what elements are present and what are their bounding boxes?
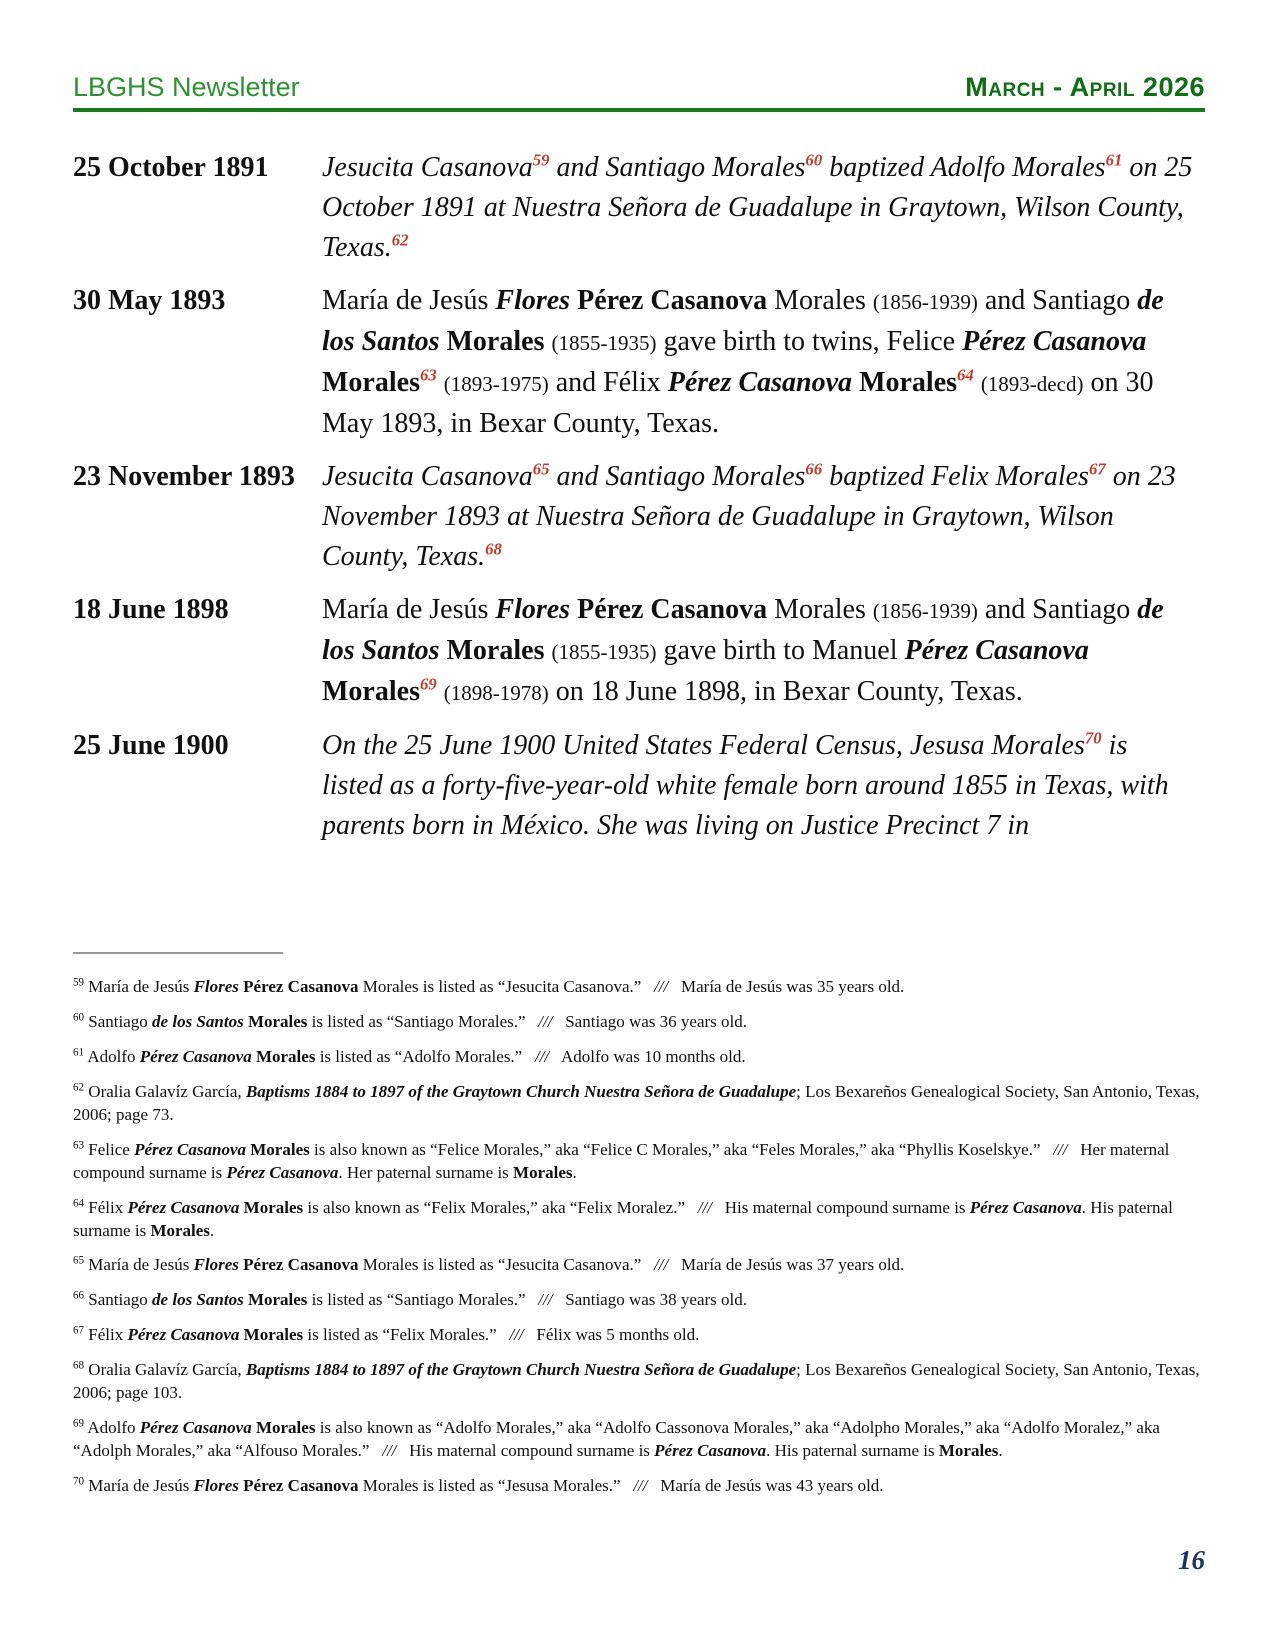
text-segment: Jesucita Casanova	[322, 152, 533, 183]
text-segment: Morales	[247, 1290, 308, 1310]
footnote	[73, 976, 1205, 999]
footnote-reference: 68	[485, 539, 502, 559]
text-segment: is listed as a forty-five-year-old white female born around 1855 in Texas, with parents born in México. She was living on Justice Precinct 7 in	[322, 730, 1169, 841]
text-segment: de los Santos	[322, 594, 1164, 666]
text-segment: (1893-decd)	[980, 372, 1084, 396]
text-segment: María de Jesús	[322, 594, 496, 625]
footnote-number: 61	[73, 1046, 85, 1059]
text-segment: Oralia Galavíz García,	[88, 1360, 246, 1380]
text-segment: Morales is listed as “Jesusa Morales.”	[358, 1476, 634, 1495]
footnote-reference: 60	[805, 150, 823, 170]
text-segment: Pérez Casanova	[904, 635, 1089, 666]
footnote	[73, 1081, 1205, 1127]
text-segment: Pérez Casanova	[667, 367, 853, 398]
text-segment: María de Jesús	[88, 1476, 194, 1495]
footnote-reference: 61	[1105, 150, 1123, 170]
text-segment: . Her paternal surname is	[338, 1162, 514, 1182]
footnote-reference: 70	[1084, 728, 1102, 748]
text-segment: .	[572, 1162, 577, 1182]
text-segment: ///	[654, 1255, 669, 1275]
timeline-entry	[73, 726, 1205, 846]
text-segment: Morales	[938, 1441, 999, 1461]
text-segment: gave birth to Manuel	[656, 635, 905, 666]
entry-text	[322, 726, 1205, 846]
entry-text	[322, 281, 1205, 444]
text-segment: Pérez Casanova	[226, 1162, 339, 1182]
text-segment: Morales	[767, 594, 873, 625]
text-segment: Pérez Casanova	[243, 1476, 359, 1495]
footnote-number: 60	[73, 1011, 85, 1024]
footnote-reference: 64	[957, 365, 974, 385]
text-segment: ///	[534, 1046, 550, 1066]
text-segment: Morales is listed as “Jesucita Casanova.”	[358, 1255, 655, 1275]
footnote	[73, 1359, 1205, 1405]
footnote-number: 68	[73, 1359, 85, 1372]
text-segment: Santiago was 36 years old.	[552, 1011, 747, 1031]
page-number: 16	[1178, 1545, 1205, 1575]
footnotes-section	[73, 976, 1205, 1498]
text-segment: Morales	[767, 285, 873, 316]
text-segment: Pérez Casanova	[577, 285, 768, 316]
footnote-reference: 63	[419, 365, 437, 385]
footnote-reference: 67	[1088, 459, 1106, 479]
footnote-number: 64	[73, 1196, 85, 1209]
text-segment: Flores	[193, 1476, 239, 1495]
text-segment: on 25 October 1891 at Nuestra Señora de Guadalupe in Graytown, Wilson County, Texas.	[322, 152, 1193, 263]
timeline-entry	[73, 281, 1205, 444]
text-segment: and Santiago Morales	[549, 152, 806, 183]
text-segment: is listed as “Santiago Morales.”	[307, 1011, 539, 1031]
text-segment: Santiago	[88, 1011, 153, 1031]
text-segment: María de Jesús was 35 years old.	[668, 977, 905, 996]
text-segment: (1893-1975)	[443, 372, 549, 396]
entry-date: 25 June 1900	[73, 730, 229, 761]
footnote-number: 65	[73, 1254, 85, 1267]
newsletter-title: LBGHS Newsletter	[73, 72, 300, 102]
text-segment: is listed as “Santiago Morales.”	[307, 1290, 539, 1310]
text-segment	[437, 367, 444, 398]
footnote	[73, 1417, 1205, 1463]
text-segment: Baptisms 1884 to 1897 of the Graytown Church Nuestra Señora de Guadalupe	[245, 1360, 797, 1380]
text-segment: ; Los Bexareños Genealogical Society, San Antonio, Texas, 2006; page 103.	[73, 1360, 1204, 1403]
text-segment: Morales	[446, 326, 545, 357]
text-segment: Morales	[243, 1325, 304, 1345]
footnote-number: 63	[73, 1139, 85, 1152]
text-segment: On the 25 June 1900 United States Federal Census, Jesusa Morales	[322, 730, 1085, 761]
text-segment: Félix was 5 months old.	[523, 1325, 700, 1345]
text-segment: ///	[538, 1011, 553, 1031]
text-segment: Jesucita Casanova	[322, 461, 533, 492]
text-segment: Felice	[88, 1139, 135, 1159]
text-segment: is listed as “Adolfo Morales.”	[315, 1046, 535, 1066]
issue-date: March - April 2026	[965, 72, 1205, 102]
text-segment: His maternal compound surname is	[712, 1197, 970, 1217]
text-segment: Flores	[495, 285, 571, 316]
text-segment: de los Santos	[152, 1290, 244, 1310]
text-segment: (1856-1939)	[872, 599, 978, 623]
text-segment: ///	[382, 1441, 397, 1461]
text-segment: Morales is listed as “Jesucita Casanova.”	[358, 977, 655, 996]
text-segment	[440, 326, 447, 357]
footnote-number: 62	[73, 1081, 85, 1094]
footnote-number: 67	[73, 1324, 85, 1337]
text-segment: and Santiago	[977, 594, 1138, 625]
entry-text	[322, 148, 1205, 268]
text-segment: Pérez Casanova	[243, 1255, 359, 1275]
text-segment: Morales	[255, 1046, 316, 1066]
footnote	[73, 1139, 1205, 1185]
text-segment: Pérez Casanova	[127, 1197, 240, 1217]
text-segment: ///	[538, 1290, 553, 1310]
entry-text	[322, 457, 1205, 577]
timeline-entries	[73, 148, 1205, 846]
footnote-reference: 65	[532, 459, 550, 479]
text-segment: (1856-1939)	[872, 290, 978, 314]
text-segment: Félix	[88, 1197, 128, 1217]
text-segment	[852, 367, 859, 398]
text-segment: Pérez Casanova	[577, 594, 768, 625]
text-segment: (1855-1935)	[551, 640, 657, 664]
text-segment: Morales	[255, 1418, 316, 1438]
text-segment: Flores	[193, 1255, 239, 1275]
timeline-entry	[73, 148, 1205, 268]
text-segment: Adolfo	[87, 1046, 140, 1066]
text-segment: ///	[697, 1197, 712, 1217]
text-segment: María de Jesús was 37 years old.	[668, 1255, 905, 1275]
footnote-reference: 59	[532, 150, 550, 170]
text-segment: Pérez Casanova	[139, 1046, 252, 1066]
text-segment: Morales	[446, 635, 545, 666]
entry-text	[322, 590, 1205, 713]
text-segment: Flores	[495, 594, 571, 625]
text-segment: Pérez Casanova	[134, 1139, 247, 1159]
footnote	[73, 1046, 1205, 1069]
text-segment: . His paternal surname is	[766, 1441, 939, 1461]
text-segment: is also known as “Felix Morales,” aka “Felix Moralez.”	[303, 1197, 698, 1217]
text-segment: ///	[654, 977, 669, 996]
text-segment: María de Jesús	[322, 285, 496, 316]
text-segment: Adolfo	[87, 1418, 140, 1438]
footnote-number: 59	[73, 976, 85, 989]
text-segment: Santiago	[88, 1290, 153, 1310]
text-segment: Morales	[150, 1220, 210, 1240]
text-segment: Morales	[322, 676, 420, 707]
page-header	[73, 72, 1205, 112]
text-segment: and Santiago	[977, 285, 1138, 316]
text-segment: Pérez Casanova	[969, 1197, 1082, 1217]
footnote	[73, 1324, 1205, 1347]
text-segment: on 18 June 1898, in Bexar County, Texas.	[548, 676, 1023, 707]
text-segment: and Santiago Morales	[549, 461, 806, 492]
footnote	[73, 1475, 1205, 1498]
text-segment: ///	[1053, 1139, 1068, 1159]
text-segment: Morales	[247, 1011, 308, 1031]
footnote-number: 70	[73, 1475, 85, 1488]
text-segment: ///	[509, 1325, 524, 1345]
text-segment: (1855-1935)	[551, 331, 657, 355]
text-segment	[974, 367, 981, 398]
text-segment: Pérez Casanova	[139, 1418, 252, 1438]
text-segment: on 30 May 1893, in Bexar County, Texas.	[322, 367, 1154, 439]
text-segment: Pérez Casanova	[654, 1441, 767, 1461]
text-segment: Oralia Galavíz García,	[88, 1081, 246, 1101]
text-segment: Baptisms 1884 to 1897 of the Graytown Church Nuestra Señora de Guadalupe	[245, 1081, 797, 1101]
text-segment: baptized Felix Morales	[822, 461, 1089, 492]
text-segment: Morales	[250, 1139, 310, 1159]
text-segment: Pérez Casanova	[243, 977, 359, 996]
timeline-entry	[73, 590, 1205, 713]
text-segment: Félix	[88, 1325, 128, 1345]
entry-date: 18 June 1898	[73, 594, 229, 625]
text-segment: Pérez Casanova	[127, 1325, 240, 1345]
entry-date: 23 November 1893	[73, 461, 295, 492]
text-segment: María de Jesús was 43 years old.	[647, 1476, 884, 1495]
footnote	[73, 1289, 1205, 1312]
text-segment: and Félix	[548, 367, 668, 398]
footnote-reference: 62	[391, 230, 409, 250]
text-segment: is also known as “Adolfo Morales,” aka “Adolfo Cassonova Morales,” aka “Adolpho Morales,” aka “Adolfo Moralez,” aka “Adolph Morales,” aka “Alfouso Morales.”	[73, 1418, 1165, 1461]
text-segment: baptized Adolfo Morales	[822, 152, 1106, 183]
text-segment: . His paternal surname is	[73, 1197, 1178, 1240]
footnote-number: 69	[73, 1417, 85, 1430]
text-segment: is also known as “Felice Morales,” aka “Felice C Morales,” aka “Feles Morales,” aka “Phyllis Koselskye.”	[309, 1139, 1054, 1159]
text-segment: Pérez Casanova	[962, 326, 1147, 357]
entry-date: 25 October 1891	[73, 152, 269, 183]
text-segment: on 23 November 1893 at Nuestra Señora de Guadalupe in Graytown, Wilson County, Texas.	[322, 461, 1176, 572]
text-segment: María de Jesús	[88, 1255, 194, 1275]
text-segment: ; Los Bexareños Genealogical Society, San Antonio, Texas, 2006; page 73.	[73, 1081, 1204, 1124]
text-segment: .	[209, 1220, 215, 1240]
text-segment: Flores	[193, 977, 239, 996]
text-segment: de los Santos	[322, 285, 1164, 357]
footnote-number: 66	[73, 1289, 85, 1302]
text-segment: Morales	[513, 1162, 573, 1182]
text-segment: Santiago was 38 years old.	[552, 1290, 747, 1310]
entry-date: 30 May 1893	[73, 285, 226, 316]
text-segment: Morales	[243, 1197, 304, 1217]
text-segment: Morales	[859, 367, 958, 398]
footnote	[73, 1197, 1205, 1243]
text-segment: (1898-1978)	[443, 681, 549, 705]
text-segment: Her maternal compound surname is	[73, 1139, 1174, 1182]
text-segment	[437, 676, 444, 707]
footnote-separator	[73, 952, 283, 954]
text-segment	[440, 635, 447, 666]
footnote	[73, 1011, 1205, 1034]
text-segment: Adolfo was 10 months old.	[549, 1046, 746, 1066]
text-segment: gave birth to twins, Felice	[656, 326, 963, 357]
text-segment: is listed as “Felix Morales.”	[303, 1325, 510, 1345]
footnote-reference: 66	[805, 459, 823, 479]
footnote	[73, 1254, 1205, 1277]
text-segment: .	[998, 1441, 1003, 1461]
footnote-reference: 69	[419, 674, 437, 694]
text-segment: de los Santos	[152, 1011, 244, 1031]
text-segment: Morales	[322, 367, 420, 398]
timeline-entry	[73, 457, 1205, 577]
text-segment: ///	[633, 1476, 648, 1495]
text-segment: María de Jesús	[88, 977, 194, 996]
text-segment: His maternal compound surname is	[396, 1441, 655, 1461]
